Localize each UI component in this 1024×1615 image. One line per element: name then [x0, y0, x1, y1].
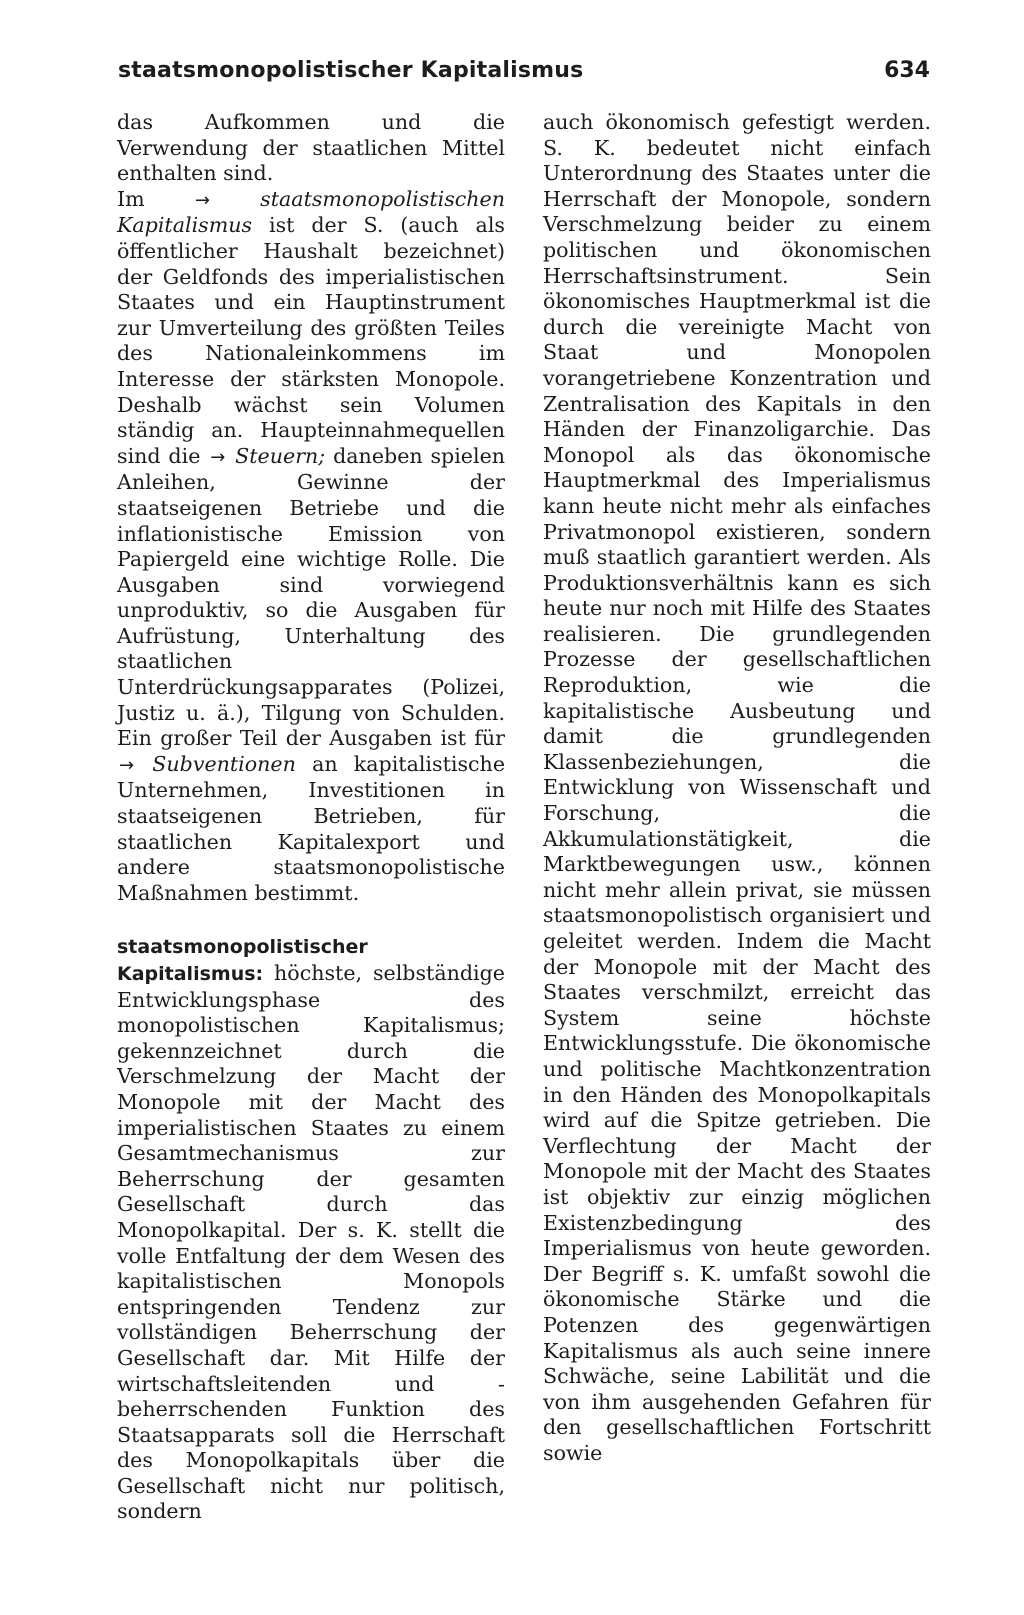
cross-reference-link[interactable]: Steuern;: [235, 443, 326, 468]
paragraph-intro: Im: [117, 186, 145, 211]
page-number: 634: [884, 58, 930, 83]
dictionary-entry: [117, 934, 505, 1525]
entry-definition-continued: auch ökonomisch gefestigt werden. S. K. bedeutet nicht einfach Unterordnung des Staates unter die Herrschaft der Monopole, sondern Verschmelzung beider zu einem politischen und ökonomischen Herrschaftsinstrument. Sein ökonomisches Hauptmerkmal ist die durch die vereinigte Macht von Staat und Monopolen vorangetriebene Konzentration und Zentralisation des Kapitals in den Händen der Finanzoligarchie. Das Monopol als das ökonomische Hauptmerkmal des Imperialismus kann heute nicht mehr als einfaches Privatmonopol existieren, sondern muß staatlich garantiert werden. Als Produktionsverhältnis kann es sich heute nur noch mit Hilfe des Staates realisieren. Die grundlegenden Prozesse der gesellschaftlichen Reproduktion, wie die kapitalistische Ausbeutung und damit die grundlegenden Klassenbeziehungen, die Entwicklung von Wissenschaft und Forschung, die Akkumulationstätigkeit, die Marktbewegungen usw., können nicht mehr allein privat, sie müssen staatsmonopolistisch organisiert und geleitet werden. Indem die Macht der Monopole mit der Macht des Staates verschmilzt, erreicht das System seine höchste Entwicklungsstufe. Die ökonomische und politische Machtkonzentration in den Händen des Monopolkapitals wird auf die Spitze getrieben. Die Verflechtung der Macht der Monopole mit der Macht des Staates ist objektiv zur einzig möglichen Existenzbedingung des Imperialismus von heute geworden. Der Begriff s. K. umfaßt sowohl die ökonomische Stärke und die Potenzen des gegenwärtigen Kapitalismus als auch seine innere Schwäche, seine Labilität und die von ihm ausgehenden Gefahren für den gesellschaftlichen Fortschritt sowie: [543, 110, 931, 1465]
header-title: staatsmonopolistischer Kapitalismus: [118, 58, 584, 83]
cross-reference-arrow-icon: →: [194, 189, 210, 211]
entry-term: staatsmonopolistischer Kapitalismus:: [117, 936, 368, 985]
entry-definition: höchste, selbständige Entwicklungsphase des monopolistischen Kapitalismus; gekennzeichnet durch die Verschmelzung der Macht der Monopole mit der Macht des imperialistischen Staates zu einem Gesamtmechanismus zur Beherrschung der gesamten Gesellschaft durch das Monopolkapital. Der s. K. stellt die volle Entfaltung der dem Wesen des kapitalistischen Monopols entspringenden Tendenz zur vollständigen Beherrschung der Gesellschaft dar. Mit Hilfe der wirtschaftsleitenden und -beherrschenden Funktion des Staatsapparats soll die Herrschaft des Monopolkapitals über die Gesellschaft nicht nur politisch, sondern: [117, 961, 505, 1524]
running-header: [118, 58, 930, 94]
paragraph-text: ist der S. (auch als öffentlicher Haushalt bezeichnet) der Geldfonds des imperialistischen Staates und ein Hauptinstrument zur Umverteilung des größten Teiles des Nationaleinkommens im Interesse der stärksten Monopole. Deshalb wächst sein Volumen ständig an. Haupteinnahmequellen sind die: [117, 213, 505, 468]
paragraph-continuation: das Aufkommen und die Verwendung der staatlichen Mittel enthalten sind.: [117, 110, 505, 186]
cross-reference-link[interactable]: Subventionen: [152, 751, 296, 776]
cross-reference-arrow-icon: →: [119, 754, 135, 776]
cross-reference-arrow-icon: →: [210, 446, 226, 468]
cross-reference-link[interactable]: staatsmonopolistischen Kapitalismus: [117, 186, 506, 238]
right-column: [543, 110, 931, 1466]
paragraph-text: an kapitalistische Unternehmen, Investitionen in staatseigenen Betrieben, für staatlichen Kapitalexport und andere staatsmonopolistische Maßnahmen bestimmt.: [117, 751, 506, 905]
paragraph-text: daneben spielen Anleihen, Gewinne der staatseigenen Betriebe und die inflationistische Emission von Papiergeld eine wichtige Rolle. Die Ausgaben sind vorwiegend unproduktiv, so die Ausgaben für Aufrüstung, Unterhaltung des staatlichen Unterdrückungsapparates (Polizei, Justiz u. ä.), Tilgung von Schulden. Ein großer Teil der Ausgaben ist für: [117, 443, 506, 751]
left-column: [117, 110, 505, 1525]
paragraph-budget: [117, 187, 505, 907]
